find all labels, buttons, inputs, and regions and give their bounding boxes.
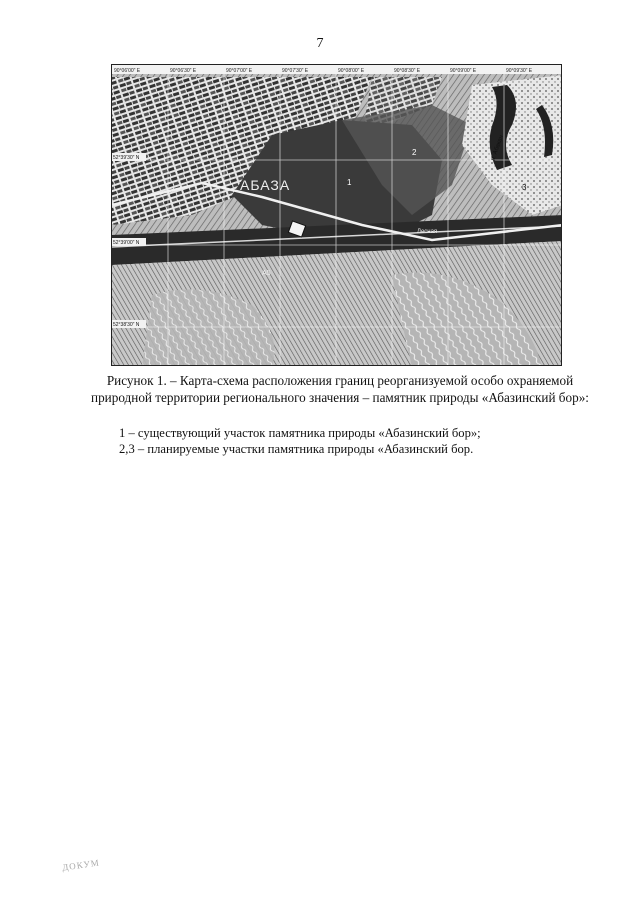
street-label: Лесная — [417, 229, 438, 235]
left-coord-1: 52°39'00" N — [113, 240, 140, 246]
legend-item-1: 1 – существующий участок памятника природы «Абазинский бор»; — [119, 426, 481, 440]
town-label: АБАЗА — [240, 177, 291, 193]
top-coord-2: 90°07'00" E — [226, 68, 253, 74]
top-coord-7: 90°09'30" E — [506, 68, 533, 74]
left-coord-0: 52°39'30" N — [113, 155, 140, 161]
parcel-label-3: 3 — [522, 183, 527, 192]
figure-caption: Рисунок 1. – Карта-схема расположения границ реорганизуемой особо охраняемой природной территории регионального значения – памятник природы «Абазинский бор»: — [91, 373, 589, 405]
legend-item-2: 2,3 – планируемые участки памятника природы «Абазинский бор. — [119, 442, 474, 456]
top-coord-4: 90°08'00" E — [338, 68, 365, 74]
figure-legend — [119, 425, 589, 457]
road-label: А5 — [262, 270, 271, 277]
parcel-label-2: 2 — [412, 148, 417, 157]
top-coord-1: 90°06'30" E — [170, 68, 197, 74]
top-coord-0: 90°06'00" E — [114, 68, 141, 74]
location-map — [111, 64, 562, 366]
top-coord-3: 90°07'30" E — [282, 68, 309, 74]
river-label: р. Абакан — [490, 134, 506, 162]
map-canvas — [112, 65, 562, 366]
faint-stamp: ДОКУМ — [61, 857, 101, 873]
page-number: 7 — [316, 36, 324, 51]
parcel-label-1: 1 — [347, 178, 352, 187]
top-coord-6: 90°09'00" E — [450, 68, 477, 74]
top-coord-5: 90°08'30" E — [394, 68, 421, 74]
left-coord-2: 52°38'30" N — [113, 322, 140, 328]
